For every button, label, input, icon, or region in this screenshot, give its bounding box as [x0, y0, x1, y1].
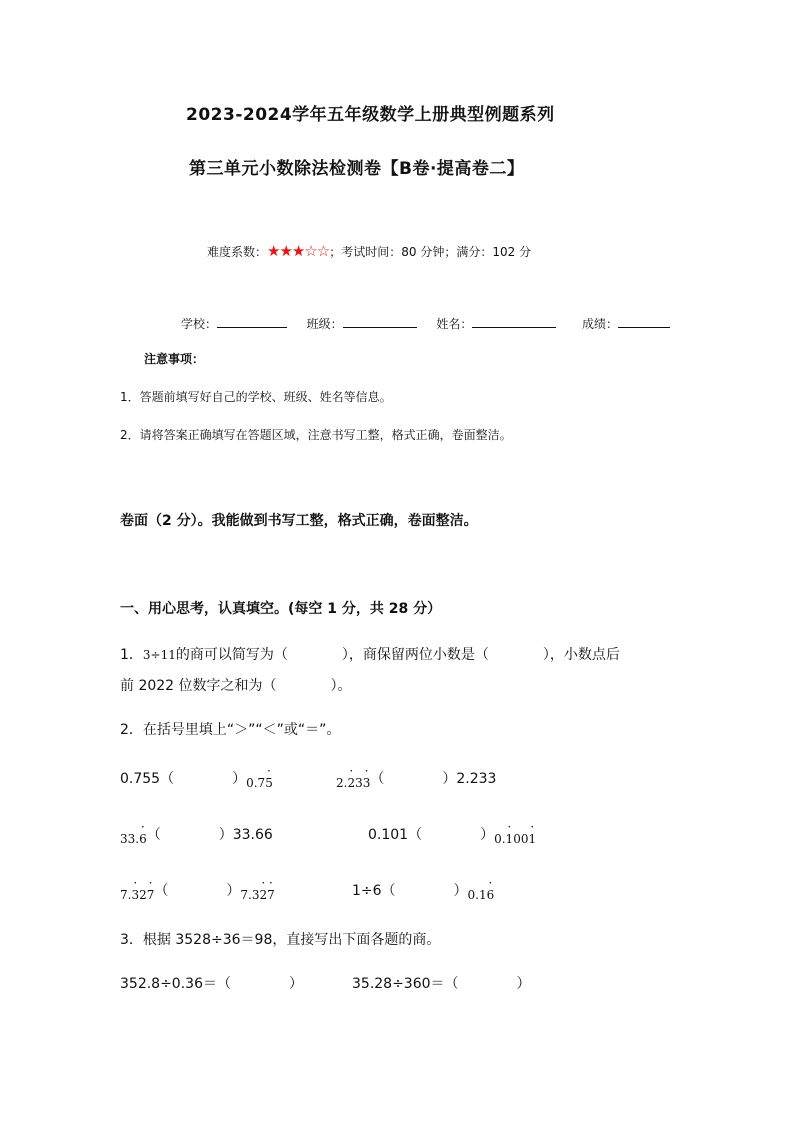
star-filled-icon: ★★★	[267, 242, 305, 260]
q2-r3l-close: ）	[226, 883, 241, 899]
question-3-text: 3．根据 3528÷36＝98，直接写出下面各题的商。	[120, 932, 441, 948]
q1-text-a: 的商可以简写为（	[175, 647, 288, 663]
school-label: 学校：	[181, 317, 218, 331]
q1-text-e: ）。	[330, 678, 352, 694]
name-field[interactable]	[472, 313, 556, 328]
school-field[interactable]	[217, 313, 287, 328]
difficulty-label: 难度系数：	[207, 245, 268, 259]
q3-item-a	[120, 973, 303, 993]
name-label: 姓名：	[436, 317, 473, 331]
notes-item-1: 1．答题前填写好自己的学校、班级、姓名等信息。	[120, 390, 392, 404]
q2-r1r-open: （	[370, 771, 385, 787]
q2-r2r-repeating: 0.· 100· 1	[494, 832, 536, 846]
q3-a-expr: 352.8÷0.36＝（	[120, 976, 231, 992]
q1-expression: 3÷11	[142, 648, 176, 662]
question-1-line-2	[120, 675, 352, 695]
q2-r3l-repeating-b: 7.3· 2· 7	[240, 888, 274, 902]
exam-time-score: ；考试时间：80 分钟；满分：102 分	[329, 245, 532, 259]
class-label: 班级：	[306, 317, 343, 331]
question-2-text: 2．在括号里填上“＞”“＜”或“＝”。	[120, 722, 341, 738]
q2-row3-right	[352, 880, 494, 900]
q2-r1l-value: 0.755（	[120, 771, 175, 787]
class-field[interactable]	[343, 313, 417, 328]
neatness-note: 卷面（2 分）。我能做到书写工整，格式正确，卷面整洁。	[120, 513, 478, 529]
q2-r2l-value: ）33.66	[218, 827, 273, 843]
student-info-row	[181, 313, 670, 332]
title-line-1: 2023-2024学年五年级数学上册典型例题系列	[186, 105, 555, 125]
q2-row1-right	[336, 768, 496, 788]
q2-r2r-close: ）	[480, 827, 495, 843]
q2-r3r-value: 1÷6（	[352, 883, 396, 899]
q2-r1l-repeating: 0.7· 5	[246, 776, 273, 790]
q2-row2-right	[368, 824, 536, 844]
question-1-line-1	[120, 644, 620, 664]
question-number: 1．	[120, 647, 143, 663]
star-empty-icon: ☆☆	[304, 242, 330, 260]
q3-b-expr: 35.28÷360＝（	[352, 976, 459, 992]
difficulty-stars	[267, 242, 329, 260]
q1-text-b: ），商保留两位小数是（	[341, 647, 489, 663]
q2-r1r-value: ）2.233	[442, 771, 497, 787]
q2-r2l-repeating: 33.· 6	[120, 832, 147, 846]
q1-text-c: ），小数点后	[542, 647, 620, 663]
score-field[interactable]	[618, 313, 670, 328]
score-label: 成绩：	[582, 317, 619, 331]
q3-item-b	[352, 973, 531, 993]
q3-b-close: ）	[516, 976, 531, 992]
q2-row3-left	[120, 880, 275, 900]
q2-row1-left	[120, 768, 273, 788]
q2-r2l-open: （	[146, 827, 161, 843]
section-1-heading: 一、用心思考，认真填空。(每空 1 分，共 28 分）	[120, 601, 442, 617]
q2-r3r-close: ）	[453, 883, 468, 899]
q2-r1l-close: ）	[232, 771, 247, 787]
q2-r2r-value: 0.101（	[368, 827, 423, 843]
notes-item-2: 2．请将答案正确填写在答题区域，注意书写工整，格式正确，卷面整洁。	[120, 428, 512, 442]
exam-meta	[207, 242, 531, 260]
q2-r3r-repeating: 0.1· 6	[468, 888, 495, 902]
q2-row2-left	[120, 824, 273, 844]
title-line-2: 第三单元小数除法检测卷【B卷·提高卷二】	[189, 159, 525, 179]
q3-a-close: ）	[288, 976, 303, 992]
q2-r3l-repeating-a: 7.· 32· 7	[120, 888, 154, 902]
q2-r3l-open: （	[154, 883, 169, 899]
q1-text-d: 前 2022 位数字之和为（	[120, 678, 277, 694]
notes-heading: 注意事项：	[144, 352, 205, 366]
q2-r1r-repeating: 2.· 23· 3	[336, 776, 370, 790]
